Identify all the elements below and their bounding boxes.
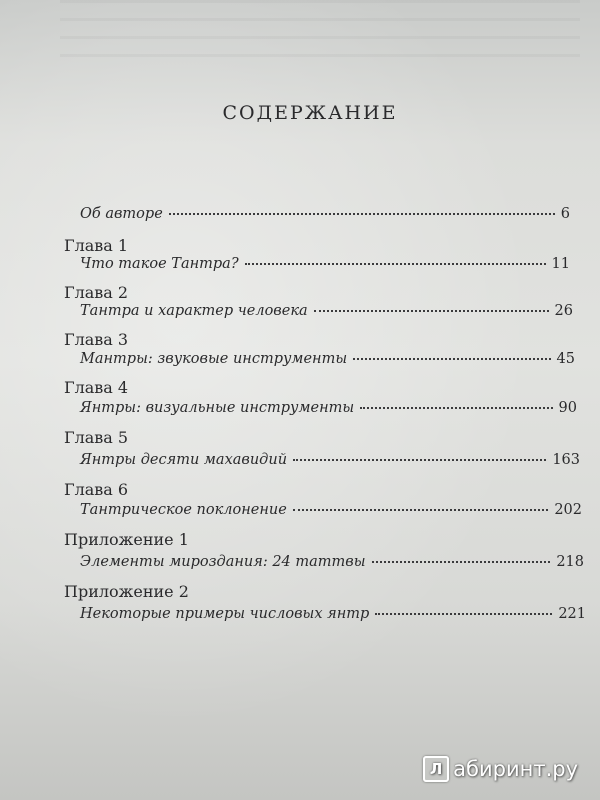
labirint-logo-icon: Л <box>423 756 449 782</box>
dot-leader <box>353 357 550 360</box>
watermark-text: абиринт.ру <box>453 757 578 781</box>
chapter-heading: Глава 3 <box>64 330 129 349</box>
chapter-heading: Глава 6 <box>64 480 129 499</box>
dot-leader <box>293 508 548 511</box>
toc-entry <box>80 554 584 570</box>
dot-leader <box>360 406 552 409</box>
toc-entry <box>80 351 575 367</box>
toc-entry-label: Об авторе <box>80 206 163 222</box>
toc-page-number: 11 <box>551 256 570 272</box>
toc-entry <box>80 452 580 468</box>
toc-entry-label: Янтры: визуальные инструменты <box>80 400 355 416</box>
toc-entry-label: Некоторые примеры числовых янтр <box>80 606 370 622</box>
toc-entry-label: Элементы мироздания: 24 таттвы <box>80 554 366 570</box>
labirint-watermark <box>423 756 578 782</box>
dot-leader <box>375 612 552 615</box>
chapter-heading: Глава 4 <box>64 378 129 397</box>
toc-entry <box>80 502 582 518</box>
toc-page-number: 202 <box>554 502 582 518</box>
toc-page-number: 90 <box>558 400 577 416</box>
toc-page-number: 218 <box>556 554 584 570</box>
toc-entry-about <box>80 206 570 222</box>
appendix-heading: Приложение 1 <box>64 530 189 549</box>
chapter-heading: Глава 5 <box>64 428 129 447</box>
toc-entry-label: Тантрическое поклонение <box>80 502 287 518</box>
appendix-heading: Приложение 2 <box>64 582 189 601</box>
toc-entry-label: Янтры десяти махавидий <box>80 452 288 468</box>
chapter-heading: Глава 1 <box>64 236 129 255</box>
toc-entry-label: Мантры: звуковые инструменты <box>80 351 348 367</box>
toc-entry <box>80 400 577 416</box>
toc-entry <box>80 256 570 272</box>
chapter-heading: Глава 2 <box>64 283 129 302</box>
dot-leader <box>245 262 546 265</box>
toc-entry <box>80 606 586 622</box>
toc-page-number: 163 <box>552 452 580 468</box>
dot-leader <box>372 560 551 563</box>
toc-page-number: 6 <box>560 206 570 222</box>
toc-page-number: 26 <box>554 303 573 319</box>
toc-entry-label: Что такое Тантра? <box>80 256 239 272</box>
dot-leader <box>314 309 549 312</box>
dot-leader <box>293 458 546 461</box>
toc-entry-label: Тантра и характер человека <box>80 303 308 319</box>
toc-entry <box>80 303 573 319</box>
page-title: СОДЕРЖАНИЕ <box>222 102 398 124</box>
toc-page-number: 221 <box>558 606 586 622</box>
toc-page-number: 45 <box>556 351 575 367</box>
dot-leader <box>169 212 555 215</box>
